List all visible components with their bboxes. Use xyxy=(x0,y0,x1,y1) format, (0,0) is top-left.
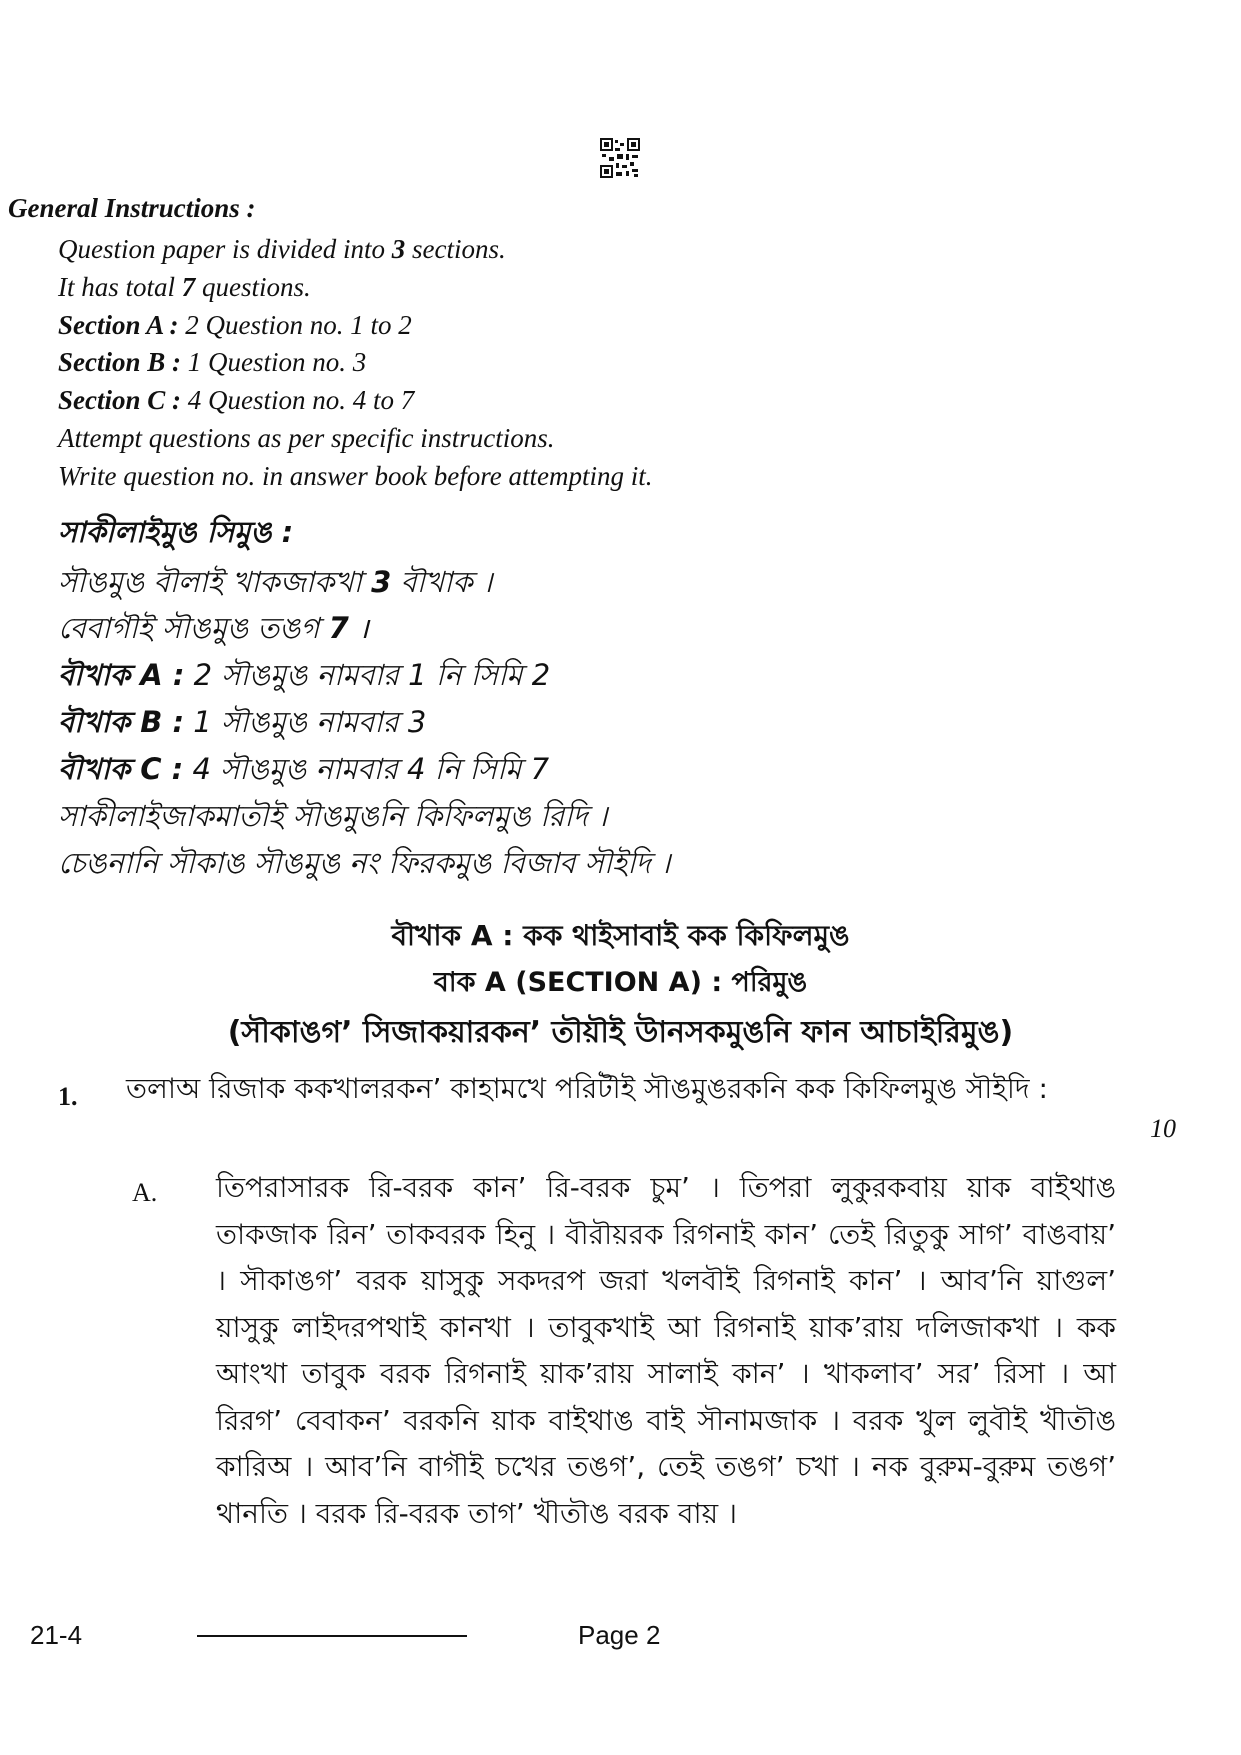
section-heading-note: (সৗকাঙগ’ সিজাকয়ারকন’ তৗয়ৗই উানসকমুঙনি ফান আচাইরিমুঙ) xyxy=(227,1015,1014,1050)
kokborok-instruction-line: বৗখাক B : 1 সৗঙমুঙ নামবার 3 xyxy=(58,705,427,739)
qr-code-icon xyxy=(600,138,640,178)
instruction-line: It has total 7 questions. xyxy=(58,272,311,302)
question-number: 1. xyxy=(58,1082,78,1111)
passage-text: তিপরাসারক রি-বরক কান’ রি-বরক চুম’ । তিপরা লুকুরকবায় য়াক বাইথাঙ তাকজাক রিন’ তাকবরক হিনু । বৗরৗয়রক রিগনাই কান’ তেই রিতুকু সাগ’ বাঙবায়’ । সৗকাঙগ’ বরক য়াসুকু সকদরপ জরা খলবৗই রিগনাই কান’ । আব’নি য়াগুল’ য়াসুকু লাইদরপথাই কানখা । তাবুকখাই আ রিগনাই য়াক’রায় দলিজাকখা । কক আংখা তাবুক বরক রিগনাই য়াক’রায় সালাই কান’ । খাকলাব’ সর’ রিসা । আ রিরগ’ বেবাকন’ বরকনি য়াক বাইথাঙ বাই সৗনামজাক । বরক খুল লুবৗই খৗতৗঙ কারিঅ । আব’নি বাগৗই চখের তঙগ’, তেই তঙগ’ চখা । নক বুরুম-বুরুম তঙগ’ থানতি । বরক রি-বরক তাগ’ খৗতৗঙ বরক বায় । xyxy=(216,1171,1116,1530)
kokborok-instruction-line: সৗঙমুঙ বৗলাই খাকজাকখা 3 বৗখাক । xyxy=(58,565,493,599)
question-text: তলাঅ রিজাক ককখালরকন’ কাহামখে পরিটৗই সৗঙমুঙরকনি কক কিফিলমুঙ সৗইদি : xyxy=(126,1072,1048,1105)
instruction-line: Section C : 4 Question no. 4 to 7 xyxy=(58,385,415,415)
instruction-line: Section B : 1 Question no. 3 xyxy=(58,347,367,377)
footer-divider xyxy=(197,1635,467,1637)
instruction-line: Section A : 2 Question no. 1 to 2 xyxy=(58,310,412,340)
section-heading-sub: বাক A (SECTION A) : পরিমুঙ xyxy=(433,967,808,998)
option-label: A. xyxy=(132,1178,158,1207)
instruction-line: Write question no. in answer book before attempting it. xyxy=(58,461,653,491)
paper-code: 21-4 xyxy=(30,1620,83,1650)
section-heading-main: বৗখাক A : কক থাইসাবাই কক কিফিলমুঙ xyxy=(391,919,850,952)
kokborok-instruction-line: বেবাগৗই সৗঙমুঙ তঙগ 7 । xyxy=(58,611,370,645)
kokborok-instructions-title: সাকীলাইমুঙ সিমুঙ : xyxy=(58,515,294,549)
instruction-line: Attempt questions as per specific instructions. xyxy=(58,423,555,453)
instruction-line: Question paper is divided into 3 sections. xyxy=(58,234,506,264)
kokborok-instruction-line: সাকীলাইজাকমাতৗই সৗঙমুঙনি কিফিলমুঙ রিদি । xyxy=(58,799,608,833)
general-instructions-title: General Instructions : xyxy=(8,193,256,223)
kokborok-instruction-line: বৗখাক A : 2 সৗঙমুঙ নামবার 1 নি সিমি 2 xyxy=(58,658,551,692)
page-number: Page 2 xyxy=(578,1620,661,1650)
question-marks: 10 xyxy=(1150,1114,1176,1143)
kokborok-instruction-line: বৗখাক C : 4 সৗঙমুঙ নামবার 4 নি সিমি 7 xyxy=(58,752,550,786)
kokborok-instruction-line: চেঙনানি সৗকাঙ সৗঙমুঙ নং ফিরকমুঙ বিজাব সৗইদি । xyxy=(58,846,671,880)
